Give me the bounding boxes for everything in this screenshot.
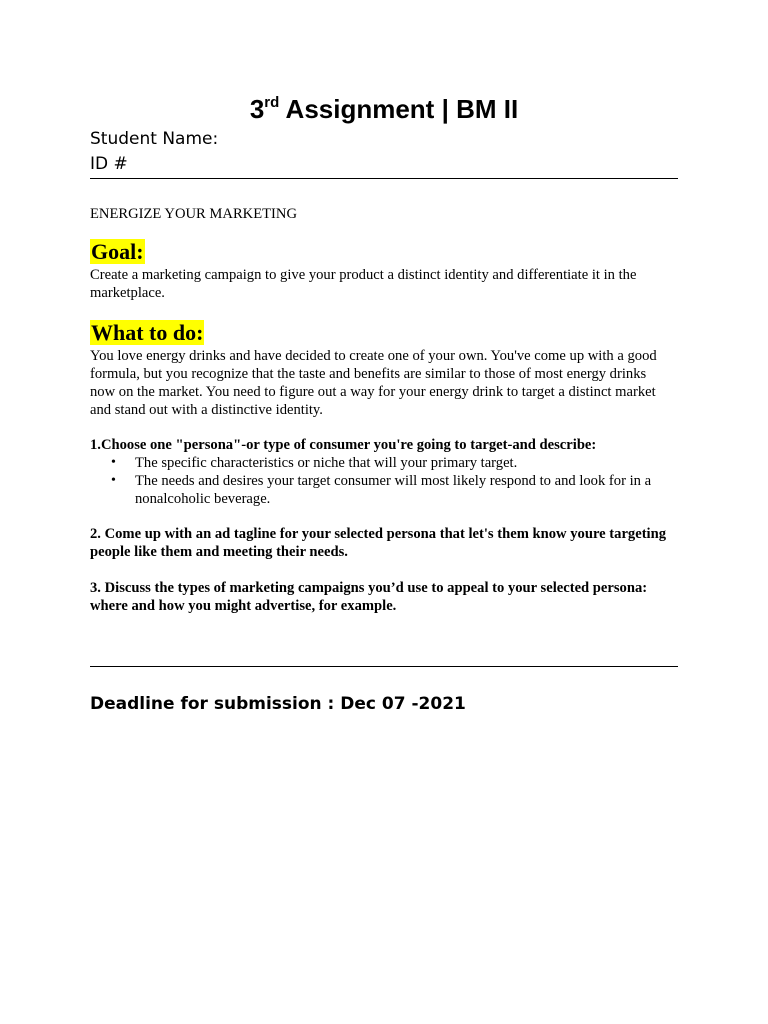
bullet-icon: • [111, 473, 116, 488]
bullet-text: The specific characteristics or niche that will your primary target. [135, 455, 518, 471]
title-text: Assignment | BM II [279, 94, 519, 124]
header-divider [90, 178, 678, 179]
task-1: 1.Choose one "persona"-or type of consumer you're going to target-and describe: [90, 437, 597, 453]
student-name-label: Student Name: [90, 129, 219, 149]
task-3: 3. Discuss the types of marketing campaigns you’d use to appeal to your selected persona: where and how you might advertise, for example. [90, 580, 648, 614]
topic-line: ENERGIZE YOUR MARKETING [90, 206, 297, 222]
title-number: 3 [249, 94, 265, 124]
deadline-text: Deadline for submission : Dec 07 -2021 [90, 694, 466, 714]
task-2: 2. Come up with an ad tagline for your selected persona that let's them know youre targeting people like them and meeting their needs. [90, 526, 667, 560]
what-to-do-text: You love energy drinks and have decided to create one of your own. You've come up with a good formula, but you recognize that the taste and benefits are similar to those of most energy drinks now on the market. You need to figure out a way for your energy drink to target a distinct market and stand out with a distinctive identity. [90, 348, 657, 418]
title-superscript: rd [264, 94, 280, 111]
page-title [0, 91, 768, 132]
goal-text: Create a marketing campaign to give your product a distinct identity and differentiate it in the marketplace. [90, 267, 637, 301]
goal-heading-text: Goal: [91, 239, 144, 264]
id-label: ID # [90, 154, 128, 174]
task-1-bullet-list [90, 454, 670, 508]
bullet-icon: • [111, 455, 116, 470]
bullet-text: The needs and desires your target consumer will most likely respond to and look for in a nonalcoholic beverage. [135, 473, 652, 507]
list-item [90, 454, 670, 472]
footer-divider [90, 666, 678, 667]
list-item [90, 472, 670, 508]
what-to-do-heading-text: What to do: [91, 320, 204, 345]
what-to-do-heading [90, 320, 204, 346]
goal-heading [90, 239, 145, 265]
